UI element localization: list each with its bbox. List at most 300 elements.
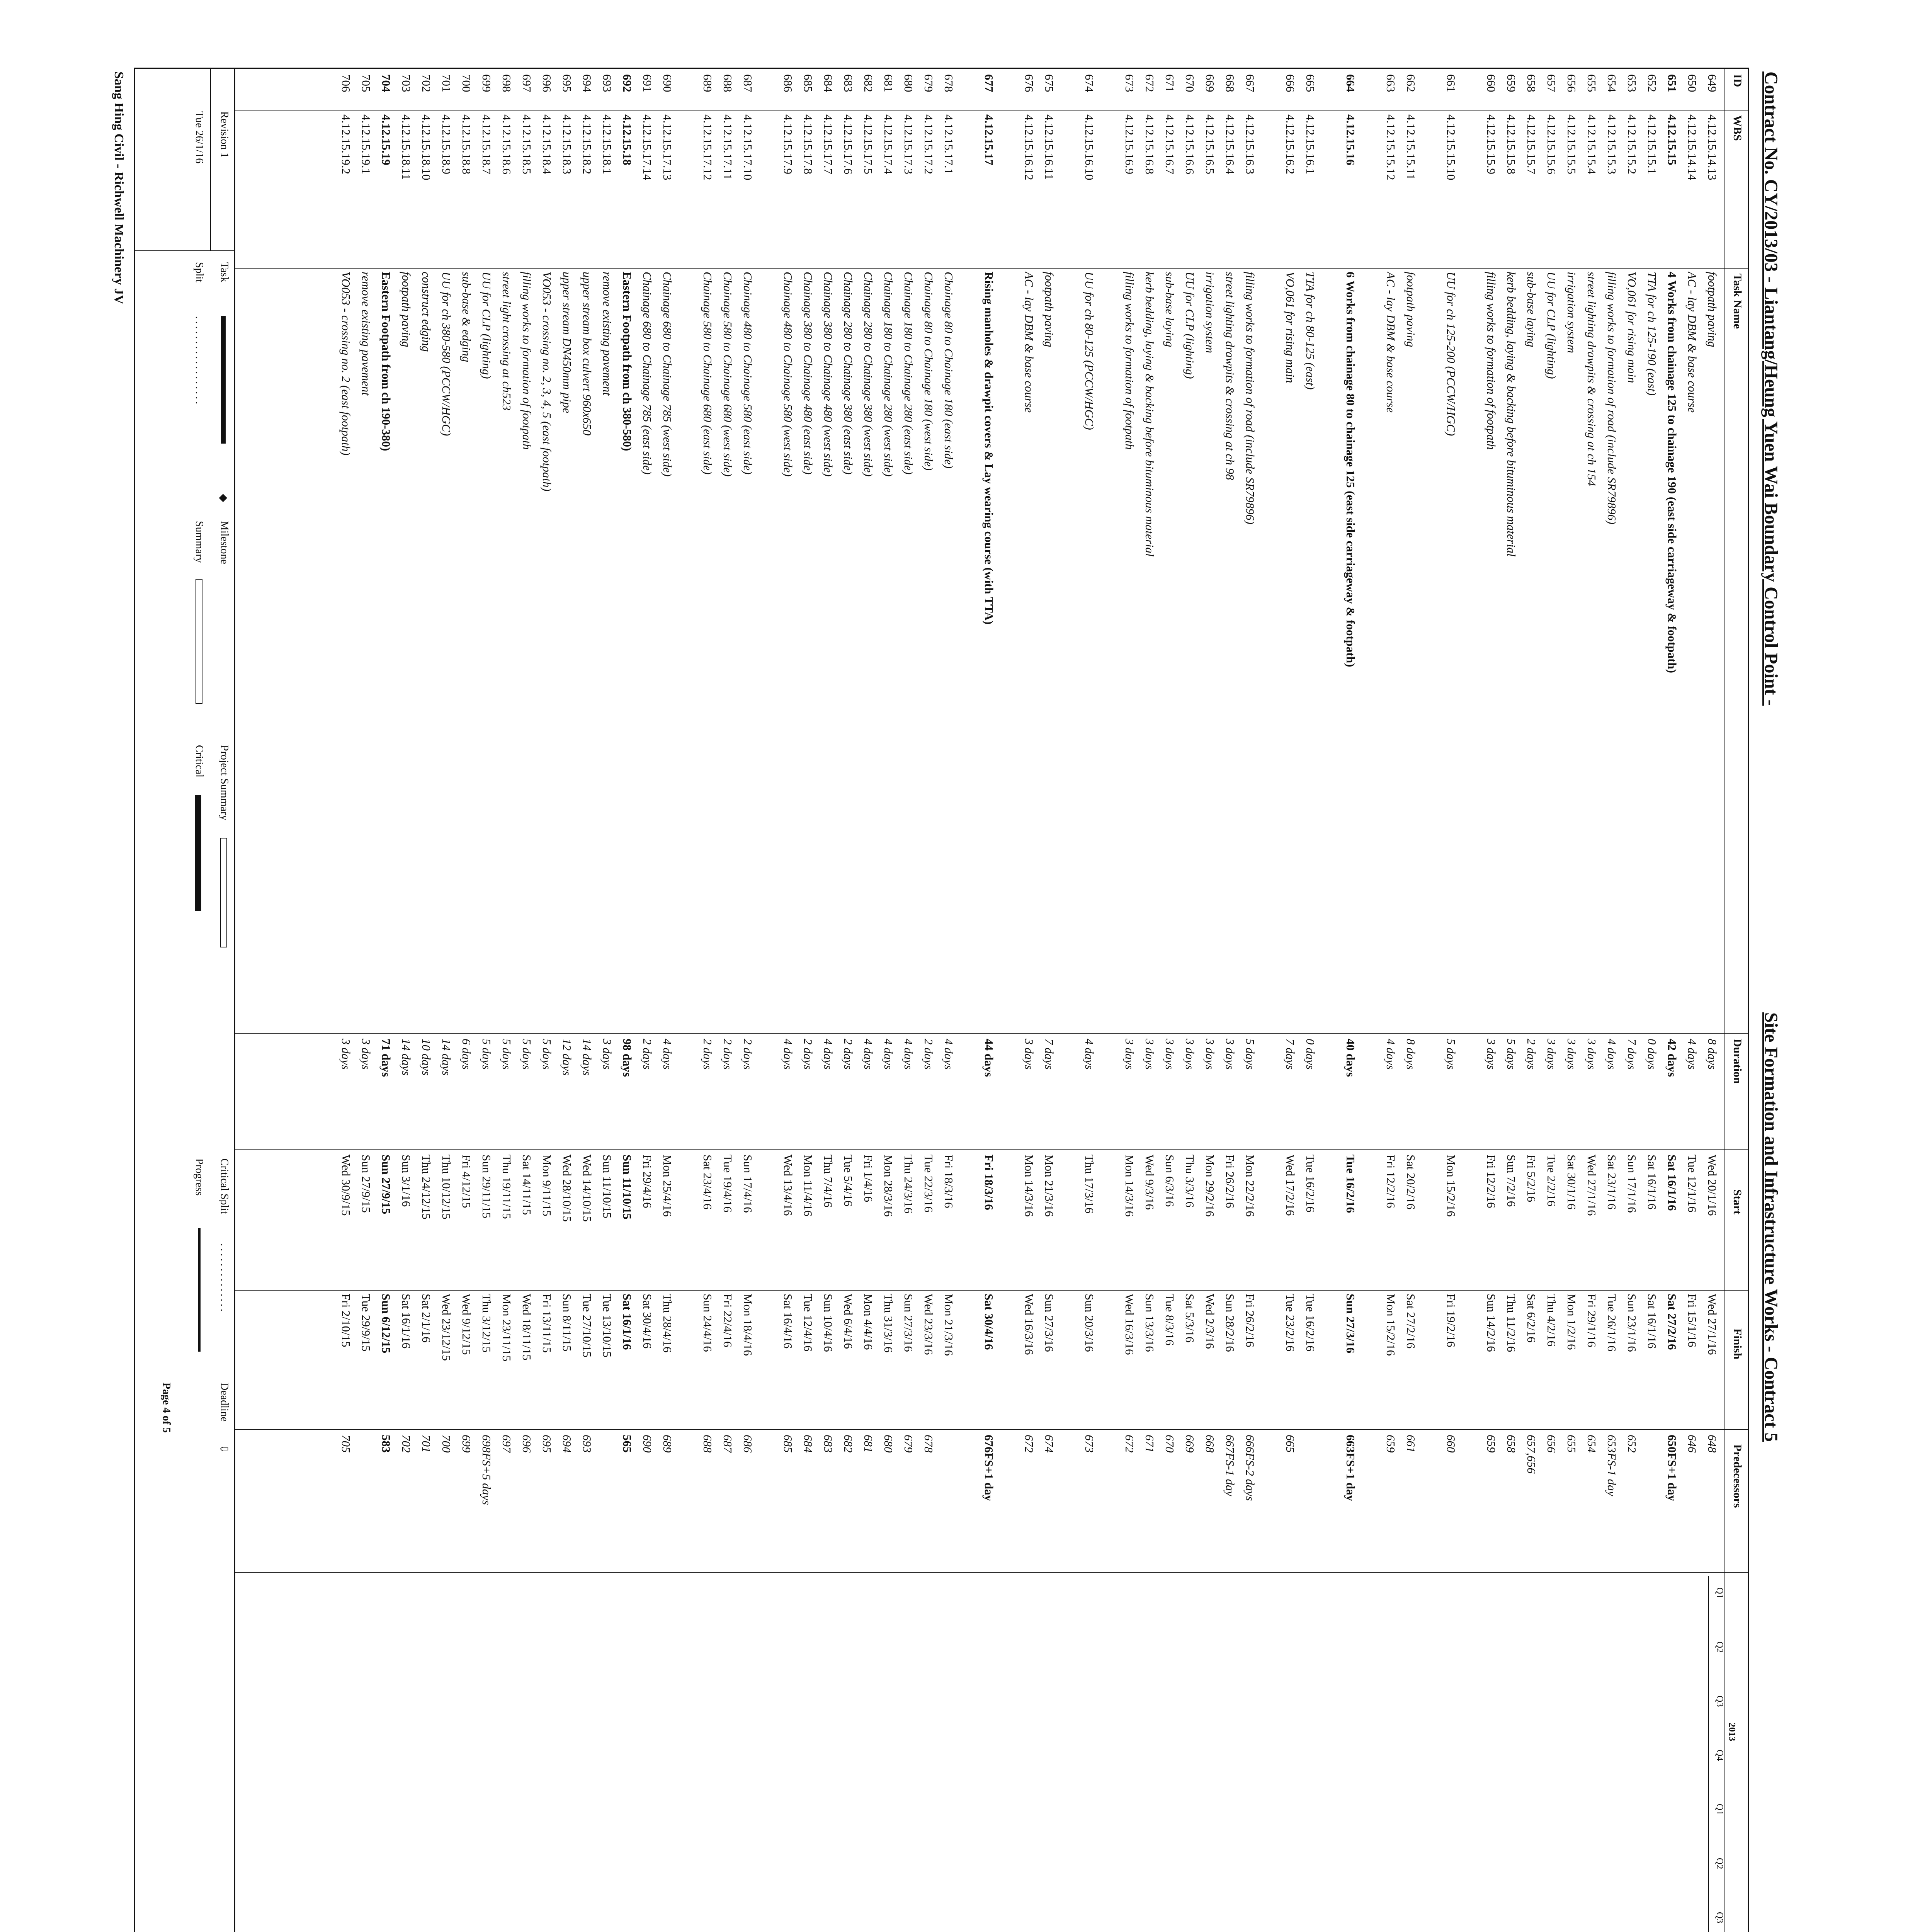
cell-dur: 5 days — [480, 1039, 493, 1070]
cell-id: 655 — [1585, 74, 1599, 92]
cell-id: 696 — [540, 74, 554, 92]
col-duration: Duration — [1731, 1039, 1744, 1084]
cell-id: 688 — [721, 74, 735, 92]
cell-finish: Thu 28/4/16 — [661, 1294, 674, 1353]
cell-pred: 670 — [1163, 1435, 1177, 1453]
cell-id: 685 — [801, 74, 815, 92]
cell-finish: Mon 15/2/16 — [1384, 1294, 1398, 1356]
critical-swatch — [195, 795, 201, 911]
cell-finish: Sat 2/1/16 — [420, 1294, 433, 1343]
cell-start: Wed 30/9/15 — [339, 1155, 353, 1216]
cell-pred: 700 — [440, 1435, 453, 1453]
cell-wbs: 4.12.15.18.3 — [560, 114, 574, 174]
legend-progress: Progress — [193, 1158, 205, 1196]
cell-id: 676 — [1022, 74, 1036, 92]
cell-pred: 680 — [882, 1435, 895, 1453]
cell-finish: Fri 26/2/16 — [1243, 1294, 1257, 1347]
cell-wbs: 4.12.15.15.10 — [1444, 114, 1458, 180]
cell-wbs: 4.12.15.15.12 — [1384, 114, 1398, 180]
cell-id: 664 — [1344, 74, 1357, 92]
cell-start: Thu 19/11/15 — [500, 1155, 514, 1219]
cell-wbs: 4.12.15.17.4 — [882, 114, 895, 174]
cell-name: sub-base laying — [1525, 272, 1538, 347]
cell-name: Chainage 580 to Chainage 680 (east side) — [701, 272, 714, 475]
cell-pred: 699 — [460, 1435, 473, 1453]
cell-id: 686 — [781, 74, 795, 92]
cell-dur: 3 days — [1022, 1039, 1036, 1070]
cell-start: Wed 27/1/16 — [1585, 1155, 1599, 1216]
cell-wbs: 4.12.15.15.4 — [1585, 114, 1599, 174]
cell-start: Tue 19/4/16 — [721, 1155, 735, 1213]
cell-finish: Thu 3/12/15 — [480, 1294, 493, 1353]
cell-dur: 4 days — [882, 1039, 895, 1070]
cell-wbs: 4.12.15.16.6 — [1183, 114, 1197, 174]
cell-finish: Thu 11/2/16 — [1505, 1294, 1518, 1352]
col-predecessors: Predecessors — [1731, 1444, 1744, 1508]
cell-start: Sun 17/1/16 — [1625, 1155, 1639, 1213]
cell-start: Fri 29/4/16 — [641, 1155, 654, 1208]
cell-finish: Sun 24/4/16 — [701, 1294, 714, 1352]
cell-wbs: 4.12.15.16.3 — [1243, 114, 1257, 174]
cell-name: footpath paving — [1404, 272, 1418, 347]
cell-wbs: 4.12.15.17 — [982, 114, 996, 165]
cell-pred: 685 — [781, 1435, 795, 1453]
cell-wbs: 4.12.15.15.5 — [1565, 114, 1578, 174]
cell-id: 691 — [641, 74, 654, 92]
cell-dur: 0 days — [1645, 1039, 1659, 1070]
cell-start: Tue 16/2/16 — [1344, 1155, 1357, 1213]
cell-wbs: 4.12.15.18.1 — [600, 114, 614, 174]
cell-name: Eastern Footpath from ch 380-580) — [621, 272, 634, 451]
cell-dur: 7 days — [1043, 1039, 1056, 1070]
cell-dur: 71 days — [379, 1039, 393, 1077]
cell-name: TTA for ch 125-190 (east) — [1645, 272, 1659, 396]
cell-pred: 682 — [842, 1435, 855, 1453]
cell-start: Wed 28/10/15 — [560, 1155, 574, 1222]
cell-name: footpath paving — [1043, 272, 1056, 347]
cell-finish: Tue 12/4/16 — [801, 1294, 815, 1352]
cell-pred: 672 — [1022, 1435, 1036, 1453]
cell-wbs: 4.12.15.17.11 — [721, 114, 735, 180]
cell-start: Sun 11/10/15 — [621, 1155, 634, 1219]
cell-name: UU for ch 380-580 (PCCW/HGC) — [440, 272, 453, 436]
cell-pred: 657,656 — [1525, 1435, 1538, 1474]
cell-id: 649 — [1706, 74, 1719, 92]
cell-start: Mon 22/2/16 — [1243, 1155, 1257, 1217]
revision-date: Tue 26/1/16 — [193, 111, 205, 164]
cell-start: Sun 27/9/15 — [379, 1155, 393, 1214]
cell-dur: 3 days — [1485, 1039, 1498, 1070]
cell-start: Fri 12/2/16 — [1384, 1155, 1398, 1208]
cell-start: Tue 2/2/16 — [1545, 1155, 1558, 1207]
cell-start: Fri 1/4/16 — [862, 1155, 875, 1202]
cell-dur: 3 days — [359, 1039, 373, 1070]
cell-dur: 7 days — [1625, 1039, 1639, 1070]
cell-pred: 650FS+1 day — [1665, 1435, 1679, 1501]
cell-finish: Tue 16/2/16 — [1304, 1294, 1317, 1352]
cell-dur: 4 days — [862, 1039, 875, 1070]
cell-wbs: 4.12.15.15.11 — [1404, 114, 1418, 180]
cell-finish: Sun 14/2/16 — [1485, 1294, 1498, 1352]
cell-name: filling works to formation of road (include SR79896) — [1605, 272, 1619, 525]
cell-start: Wed 14/10/15 — [580, 1155, 594, 1222]
cell-id: 672 — [1143, 74, 1156, 92]
cell-id: 678 — [942, 74, 956, 92]
cell-start: Thu 17/3/16 — [1083, 1155, 1096, 1214]
col-task-name: Task Name — [1731, 274, 1744, 329]
cell-name: Chainage 180 to Chainage 280 (west side) — [882, 272, 895, 477]
quarter-label: Q4 — [1714, 1750, 1725, 1761]
cell-wbs: 4.12.15.18.11 — [400, 114, 413, 180]
cell-start: Wed 9/3/16 — [1143, 1155, 1156, 1210]
cell-pred: 652 — [1625, 1435, 1639, 1453]
cell-name: 6 Works from chainage 80 to chainage 125 (east side carriageway & footpath) — [1344, 272, 1357, 667]
cell-id: 673 — [1123, 74, 1136, 92]
cell-id: 695 — [560, 74, 574, 92]
cell-wbs: 4.12.15.16.12 — [1022, 114, 1036, 180]
cell-finish: Sun 27/3/16 — [1043, 1294, 1056, 1352]
cell-dur: 4 days — [781, 1039, 795, 1070]
cell-wbs: 4.12.15.17.12 — [701, 114, 714, 180]
cell-pred: 701 — [420, 1435, 433, 1453]
cell-finish: Sun 27/3/16 — [902, 1294, 915, 1352]
cell-wbs: 4.12.15.17.2 — [922, 114, 935, 174]
cell-name: UU for CLP (lighting) — [480, 272, 493, 379]
cell-dur: 2 days — [741, 1039, 755, 1070]
cell-pred: 693 — [580, 1435, 594, 1453]
cell-wbs: 4.12.15.16.4 — [1223, 114, 1237, 174]
cell-dur: 5 days — [520, 1039, 534, 1070]
cell-dur: 4 days — [902, 1039, 915, 1070]
cell-finish: Mon 23/11/15 — [500, 1294, 514, 1362]
cell-start: Thu 24/3/16 — [902, 1155, 915, 1214]
cell-start: Wed 13/4/16 — [781, 1155, 795, 1216]
cell-name: UU for CLP (lighting) — [1183, 272, 1197, 379]
cell-finish: Wed 16/3/16 — [1022, 1294, 1036, 1355]
cell-dur: 5 days — [1444, 1039, 1458, 1070]
cell-pred: 666FS-2 days — [1243, 1435, 1257, 1501]
cell-name: Chainage 680 to Chainage 785 (east side) — [641, 272, 654, 475]
cell-start: Sat 23/1/16 — [1605, 1155, 1619, 1210]
cell-id: 704 — [379, 74, 393, 92]
cell-start: Sat 16/1/16 — [1645, 1155, 1659, 1210]
cell-dur: 5 days — [540, 1039, 554, 1070]
cell-id: 668 — [1223, 74, 1237, 92]
cell-pred: 679 — [902, 1435, 915, 1453]
cell-start: Mon 25/4/16 — [661, 1155, 674, 1217]
cell-finish: Fri 22/4/16 — [721, 1294, 735, 1347]
cell-id: 680 — [902, 74, 915, 92]
cell-start: Fri 12/2/16 — [1485, 1155, 1498, 1208]
cell-pred: 659 — [1485, 1435, 1498, 1453]
cell-start: Fri 18/3/16 — [982, 1155, 996, 1210]
cell-wbs: 4.12.15.16.10 — [1083, 114, 1096, 180]
cell-dur: 5 days — [500, 1039, 514, 1070]
cell-pred: 683 — [821, 1435, 835, 1453]
cell-dur: 4 days — [1384, 1039, 1398, 1070]
cell-start: Sat 14/11/15 — [520, 1155, 534, 1215]
cell-dur: 14 days — [440, 1039, 453, 1076]
cell-name: sub-base & edging — [460, 272, 473, 362]
cell-id: 699 — [480, 74, 493, 92]
cell-dur: 2 days — [801, 1039, 815, 1070]
cell-wbs: 4.12.15.15.3 — [1605, 114, 1619, 174]
col-id: ID — [1731, 74, 1744, 87]
cell-start: Fri 18/3/16 — [942, 1155, 956, 1208]
split-swatch: .................. — [193, 316, 205, 406]
cell-finish: Fri 13/11/15 — [540, 1294, 554, 1353]
cell-dur: 2 days — [842, 1039, 855, 1070]
cell-start: Mon 9/11/15 — [540, 1155, 554, 1216]
cell-id: 693 — [600, 74, 614, 92]
cell-wbs: 4.12.15.17.13 — [661, 114, 674, 180]
cell-pred: 668 — [1203, 1435, 1217, 1453]
cell-finish: Sun 23/1/16 — [1625, 1294, 1639, 1352]
cell-name: irrigation system — [1203, 272, 1217, 353]
cell-id: 665 — [1304, 74, 1317, 92]
cell-start: Sat 23/4/16 — [701, 1155, 714, 1210]
cell-start: Fri 4/12/15 — [460, 1155, 473, 1208]
cell-pred: 681 — [862, 1435, 875, 1453]
cell-dur: 42 days — [1665, 1039, 1679, 1077]
cell-name: VO,061 for rising main — [1625, 272, 1639, 383]
cell-finish: Sat 16/1/16 — [621, 1294, 634, 1350]
cell-dur: 2 days — [721, 1039, 735, 1070]
cell-wbs: 4.12.15.16.11 — [1043, 114, 1056, 180]
cell-name: filling works to formation of footpath — [1123, 272, 1136, 450]
cell-id: 657 — [1545, 74, 1558, 92]
legend-summary: Summary — [193, 521, 205, 563]
cell-pred: 697 — [500, 1435, 514, 1453]
cell-wbs: 4.12.15.18.4 — [540, 114, 554, 174]
cell-name: AC - lay DBM & base course — [1384, 272, 1398, 413]
cell-pred: 686 — [741, 1435, 755, 1453]
cell-finish: Tue 27/10/15 — [580, 1294, 594, 1358]
cell-id: 705 — [359, 74, 373, 92]
cell-finish: Sat 16/4/16 — [781, 1294, 795, 1349]
cell-name: Rising manholes & drawpit covers & Lay wearing course (with TTA) — [982, 272, 996, 625]
cell-id: 677 — [982, 74, 996, 92]
cell-finish: Wed 27/1/16 — [1706, 1294, 1719, 1355]
cell-dur: 4 days — [661, 1039, 674, 1070]
cell-name: kerb bedding, laying & backing before bituminous material — [1143, 272, 1156, 557]
cell-dur: 4 days — [1083, 1039, 1096, 1070]
cell-dur: 3 days — [339, 1039, 353, 1070]
cell-pred: 689 — [661, 1435, 674, 1453]
cell-name: Chainage 280 to Chainage 380 (east side) — [842, 272, 855, 475]
cell-finish: Sun 20/3/16 — [1083, 1294, 1096, 1352]
cell-name: VO053 - crossing no. 2, 3, 4, 5 (east footpath) — [540, 272, 554, 492]
cell-wbs: 4.12.15.16 — [1344, 114, 1357, 165]
cell-start: Sat 16/1/16 — [1665, 1155, 1679, 1211]
cell-finish: Sat 5/3/16 — [1183, 1294, 1197, 1343]
cell-id: 697 — [520, 74, 534, 92]
cell-dur: 3 days — [1585, 1039, 1599, 1070]
cell-name: Eastern Footpath from ch 190-380) — [379, 272, 393, 451]
cell-start: Tue 5/4/16 — [842, 1155, 855, 1207]
cell-wbs: 4.12.15.17.6 — [842, 114, 855, 174]
summary-swatch — [196, 579, 202, 704]
cell-dur: 3 days — [1203, 1039, 1217, 1070]
cell-finish: Mon 21/3/16 — [942, 1294, 956, 1356]
cell-dur: 5 days — [1243, 1039, 1257, 1070]
cell-finish: Fri 19/2/16 — [1444, 1294, 1458, 1347]
cell-dur: 3 days — [1123, 1039, 1136, 1070]
cell-pred: 659 — [1384, 1435, 1398, 1453]
cell-pred: 702 — [400, 1435, 413, 1453]
cell-name: Chainage 380 to Chainage 480 (east side) — [801, 272, 815, 475]
cell-finish: Tue 26/1/16 — [1605, 1294, 1619, 1352]
cell-wbs: 4.12.15.18.5 — [520, 114, 534, 174]
cell-pred: 565 — [621, 1435, 634, 1453]
cell-name: AC - lay DBM & base course — [1022, 272, 1036, 413]
cell-pred: 694 — [560, 1435, 574, 1453]
cell-name: sub-base laying — [1163, 272, 1177, 347]
revision-label: Revision 1 — [218, 111, 230, 158]
cell-pred: 646 — [1685, 1435, 1699, 1453]
cell-start: Sun 27/9/15 — [359, 1155, 373, 1213]
cell-finish: Tue 29/9/15 — [359, 1294, 373, 1352]
cell-start: Sun 7/2/16 — [1505, 1155, 1518, 1207]
cell-wbs: 4.12.15.19 — [379, 114, 393, 165]
cell-wbs: 4.12.15.18.6 — [500, 114, 514, 174]
cell-id: 675 — [1043, 74, 1056, 92]
cell-start: Thu 10/12/15 — [440, 1155, 453, 1219]
cell-wbs: 4.12.15.18 — [621, 114, 634, 165]
cell-pred: 660 — [1444, 1435, 1458, 1453]
cell-wbs: 4.12.15.18.2 — [580, 114, 594, 174]
cell-id: 687 — [741, 74, 755, 92]
project-title: Site Formation and Infrastructure Works - Contract 5 — [1761, 1012, 1781, 1442]
col-wbs: WBS — [1731, 115, 1744, 141]
cell-pred: 648 — [1706, 1435, 1719, 1453]
quarter-label: Q3 — [1714, 1912, 1725, 1923]
cell-id: 674 — [1083, 74, 1096, 92]
cell-start: Fri 5/2/16 — [1525, 1155, 1538, 1202]
cell-name: Chainage 380 to Chainage 480 (west side) — [821, 272, 835, 477]
cell-name: irrigation system — [1565, 272, 1578, 353]
cell-finish: Wed 18/11/15 — [520, 1294, 534, 1361]
cell-pred: 705 — [339, 1435, 353, 1453]
cell-id: 682 — [862, 74, 875, 92]
cell-wbs: 4.12.15.17.10 — [741, 114, 755, 180]
cell-dur: 40 days — [1344, 1039, 1357, 1077]
cell-start: Mon 14/3/16 — [1022, 1155, 1036, 1217]
cell-dur: 3 days — [600, 1039, 614, 1070]
cell-id: 652 — [1645, 74, 1659, 92]
progress-swatch — [198, 1228, 201, 1352]
cell-name: upper stream DN450mm pipe — [560, 272, 574, 413]
cell-dur: 0 days — [1304, 1039, 1317, 1070]
cell-id: 684 — [821, 74, 835, 92]
cell-wbs: 4.12.15.17.8 — [801, 114, 815, 174]
cell-pred: 667FS-1 day — [1223, 1435, 1237, 1497]
cell-wbs: 4.12.15.19.1 — [359, 114, 373, 174]
cell-pred: 672 — [1123, 1435, 1136, 1453]
cell-id: 654 — [1605, 74, 1619, 92]
cell-wbs: 4.12.15.16.8 — [1143, 114, 1156, 174]
cell-wbs: 4.12.15.16.9 — [1123, 114, 1136, 174]
cell-start: Thu 24/12/15 — [420, 1155, 433, 1219]
cell-name: AC - lay DBM & base course — [1685, 272, 1699, 413]
cell-finish: Wed 2/3/16 — [1203, 1294, 1217, 1349]
cell-start: Mon 11/4/16 — [801, 1155, 815, 1216]
cell-start: Sat 20/2/16 — [1404, 1155, 1418, 1210]
cell-pred: 583 — [379, 1435, 393, 1453]
contract-title: Contract No. CY/2013/03 - Liantang/Heung Yuen Wai Boundary Control Point - — [1761, 71, 1781, 706]
cell-finish: Thu 31/3/16 — [882, 1294, 895, 1353]
cell-finish: Sun 13/3/16 — [1143, 1294, 1156, 1352]
task-swatch — [221, 316, 226, 444]
cell-dur: 3 days — [1183, 1039, 1197, 1070]
cell-finish: Sat 16/1/16 — [400, 1294, 413, 1349]
cell-name: Chainage 480 to Chainage 580 (east side) — [741, 272, 755, 475]
cell-wbs: 4.12.15.15.2 — [1625, 114, 1639, 174]
cell-wbs: 4.12.15.17.3 — [902, 114, 915, 174]
cell-dur: 3 days — [1545, 1039, 1558, 1070]
cell-finish: Wed 6/4/16 — [842, 1294, 855, 1349]
cell-start: Mon 14/3/16 — [1123, 1155, 1136, 1217]
legend-split: Split — [193, 262, 205, 282]
cell-pred: 678 — [922, 1435, 935, 1453]
cell-finish: Wed 23/3/16 — [922, 1294, 935, 1355]
cell-dur: 6 days — [460, 1039, 473, 1070]
quarter-label: Q2 — [1714, 1641, 1725, 1653]
deadline-arrow-icon: ⇩ — [218, 1444, 230, 1454]
cell-name: Chainage 680 to Chainage 785 (west side) — [661, 272, 674, 477]
cell-id: 670 — [1183, 74, 1197, 92]
cell-start: Sun 17/4/16 — [741, 1155, 755, 1213]
cell-pred: 673 — [1083, 1435, 1096, 1453]
cell-id: 703 — [400, 74, 413, 92]
cell-id: 706 — [339, 74, 353, 92]
cell-start: Tue 16/2/16 — [1304, 1155, 1317, 1213]
cell-name: filling works to formation of footpath — [1485, 272, 1498, 450]
cell-id: 694 — [580, 74, 594, 92]
cell-wbs: 4.12.15.18.8 — [460, 114, 473, 174]
cell-start: Mon 21/3/16 — [1043, 1155, 1056, 1217]
legend-project-summary: Project Summary — [218, 745, 230, 821]
cell-wbs: 4.12.15.16.7 — [1163, 114, 1177, 174]
cell-name: Chainage 180 to Chainage 280 (east side) — [902, 272, 915, 475]
cell-dur: 3 days — [1163, 1039, 1177, 1070]
cell-finish: Sun 6/12/15 — [379, 1294, 393, 1354]
quarter-label: Q1 — [1714, 1587, 1725, 1599]
cell-finish: Sun 8/11/15 — [560, 1294, 574, 1352]
cell-finish: Mon 1/2/16 — [1565, 1294, 1578, 1350]
cell-name: street light crossing at ch523 — [500, 272, 514, 411]
cell-dur: 44 days — [982, 1039, 996, 1077]
cell-wbs: 4.12.15.15.8 — [1505, 114, 1518, 174]
cell-dur: 98 days — [621, 1039, 634, 1077]
cell-dur: 4 days — [942, 1039, 956, 1070]
cell-name: street lighting drawpits & crossing at ch 154 — [1585, 272, 1599, 486]
cell-finish: Mon 4/4/16 — [862, 1294, 875, 1350]
cell-name: footpath paving — [400, 272, 413, 347]
cell-name: Chainage 580 to Chainage 680 (west side) — [721, 272, 735, 477]
cell-wbs: 4.12.15.14.13 — [1706, 114, 1719, 180]
cell-name: kerb bedding, laying & backing before bituminous material — [1505, 272, 1518, 557]
cell-finish: Sat 16/1/16 — [1645, 1294, 1659, 1349]
cell-dur: 2 days — [1525, 1039, 1538, 1070]
cell-name: Chainage 280 to Chainage 380 (west side) — [862, 272, 875, 477]
cell-pred: 658 — [1505, 1435, 1518, 1453]
cell-finish: Sat 27/2/16 — [1404, 1294, 1418, 1349]
cell-start: Mon 28/3/16 — [882, 1155, 895, 1217]
cell-id: 663 — [1384, 74, 1398, 92]
page-number: Page 4 of 5 — [160, 1383, 172, 1433]
cell-finish: Mon 18/4/16 — [741, 1294, 755, 1356]
